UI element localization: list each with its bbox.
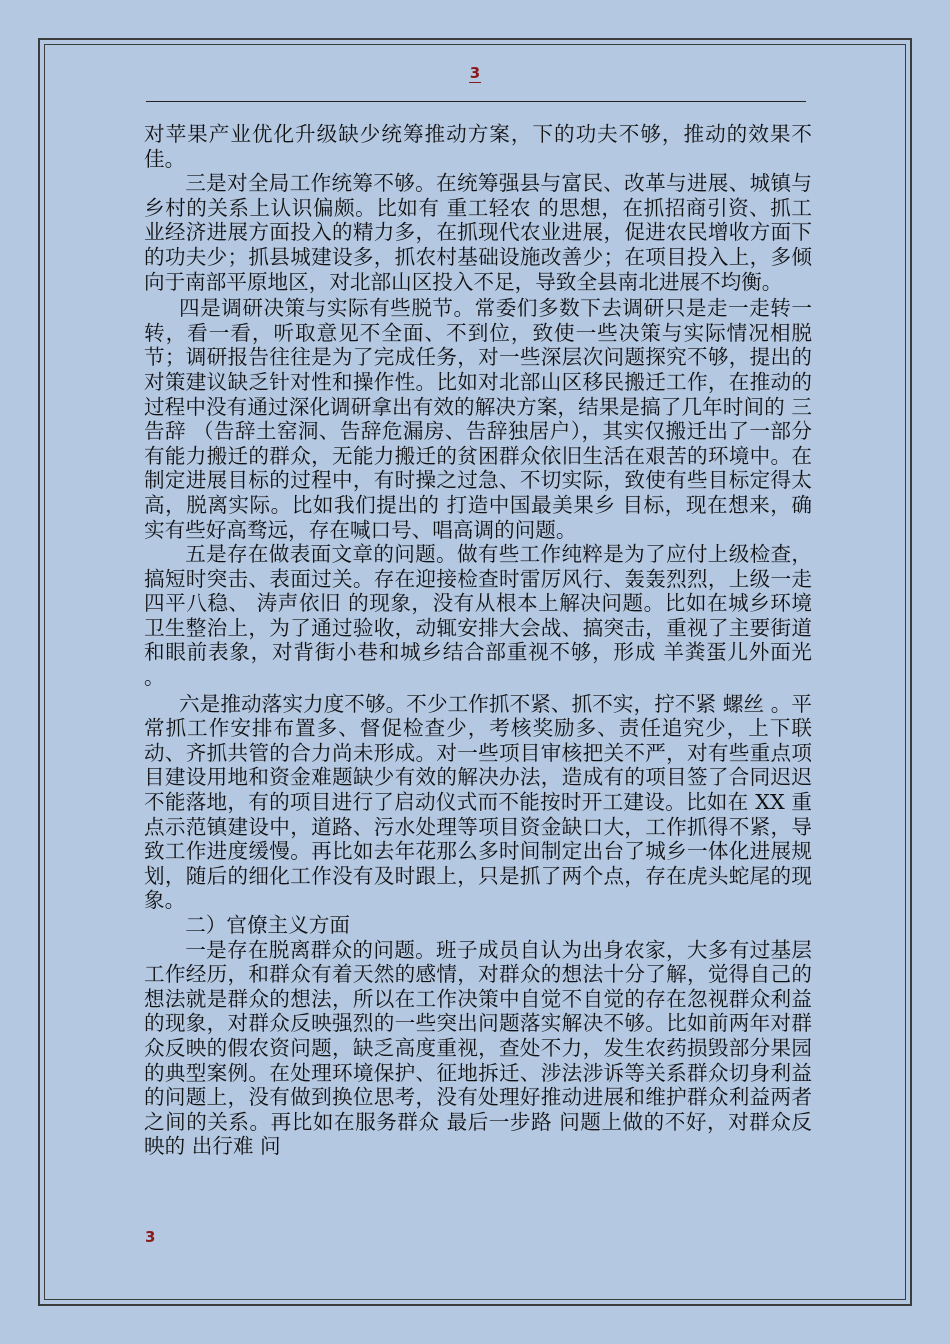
header-page-number bbox=[0, 64, 950, 82]
header-rule bbox=[146, 101, 806, 102]
paragraph-third-point: 三是对全局工作统筹不够。在统筹强县与富民、改革与进展、城镇与乡村的关系上认识偏颇。比如有 重工轻农 的思想，在抓招商引资、抓工业经济进展方面投入的精力多，在抓现代农业进展，促进农民增收方面下的功夫少；抓县城建设多，抓农村基础设施改善少；在项目投入上，多倾向于南部平原地区，对北部山区投入不足，导致全县南北进展不均衡。 bbox=[144, 171, 812, 294]
paragraph-continuation: 对苹果产业优化升级缺少统筹推动方案，下的功夫不够，推动的效果不佳。 bbox=[144, 122, 812, 171]
header-page-number-text: 3 bbox=[469, 64, 481, 82]
paragraph-fifth-point: 五是存在做表面文章的问题。做有些工作纯粹是为了应付上级检查，搞短时突击、表面过关。存在迎接检查时雷厉风行、轰轰烈烈，上级一走四平八稳、 涛声依旧 的现象，没有从根本上解决问题。比如在城乡环境卫生整治上，为了通过验收，动辄安排大会战、搞突击，重视了主要街道和眼前表象，对背街小巷和城乡结合部重视不够，形成 羊粪蛋儿外面光 。 bbox=[144, 542, 812, 690]
paragraph-sixth-point: 六是推动落实力度不够。不少工作抓不紧、抓不实，拧不紧 螺丝 。平常抓工作安排布置多、督促检查少，考核奖励多、责任追究少，上下联动、齐抓共管的合力尚未形成。对一些项目审核把关不严，对有些重点项目建设用地和资金难题缺少有效的解决办法，造成有的项目签了合同迟迟不能落地，有的项目进行了启动仪式而不能按时开工建设。比如在 XX 重点示范镇建设中，道路、污水处理等项目资金缺口大，工作抓得不紧，导致工作进度缓慢。再比如去年花那么多时间制定出台了城乡一体化进展规划，随后的细化工作没有及时跟上，只是抓了两个点，存在虎头蛇尾的现象。 bbox=[144, 691, 812, 913]
document-body bbox=[144, 122, 812, 1159]
section-heading-bureaucratism: 二）官僚主义方面 bbox=[185, 913, 350, 937]
footer-page-number: 3 bbox=[145, 1228, 156, 1246]
paragraph-fourth-point: 四是调研决策与实际有些脱节。常委们多数下去调研只是走一走转一转，看一看，听取意见不全面、不到位，致使一些决策与实际情况相脱节；调研报告往往是为了完成任务，对一些深层次问题探究不够，提出的对策建议缺乏针对性和操作性。比如对北部山区移民搬迁工作，在推动的过程中没有通过深化调研拿出有效的解决方案，结果是搞了几年时间的 三告辞 （告辞土窑洞、告辞危漏房、告辞独居户），其实仅搬迁出了一部分有能力搬迁的群众，无能力搬迁的贫困群众依旧生活在艰苦的环境中。在制定进展目标的过程中，有时操之过急、不切实际，致使有些目标定得太高，脱离实际。比如我们提出的 打造中国最美果乡 目标，现在想来，确实有些好高骛远，存在喊口号、唱高调的问题。 bbox=[144, 296, 812, 542]
paragraph-first-point-bureaucratism: 一是存在脱离群众的问题。班子成员自认为出身农家，大多有过基层工作经历，和群众有着天然的感情，对群众的想法十分了解，觉得自己的想法就是群众的想法，所以在工作决策中自觉不自觉的存在忽视群众利益的现象，对群众反映强烈的一些突出问题落实解决不够。比如前两年对群众反映的假农资问题，缺乏高度重视，查处不力，发生农药损毁部分果园的典型案例。在处理环境保护、征地拆迁、涉法涉诉等关系群众切身利益的问题上，没有做到换位思考，没有处理好推动进展和维护群众利益两者之间的关系。再比如在服务群众 最后一步路 问题上做的不好，对群众反映的 出行难 问 bbox=[144, 937, 812, 1159]
